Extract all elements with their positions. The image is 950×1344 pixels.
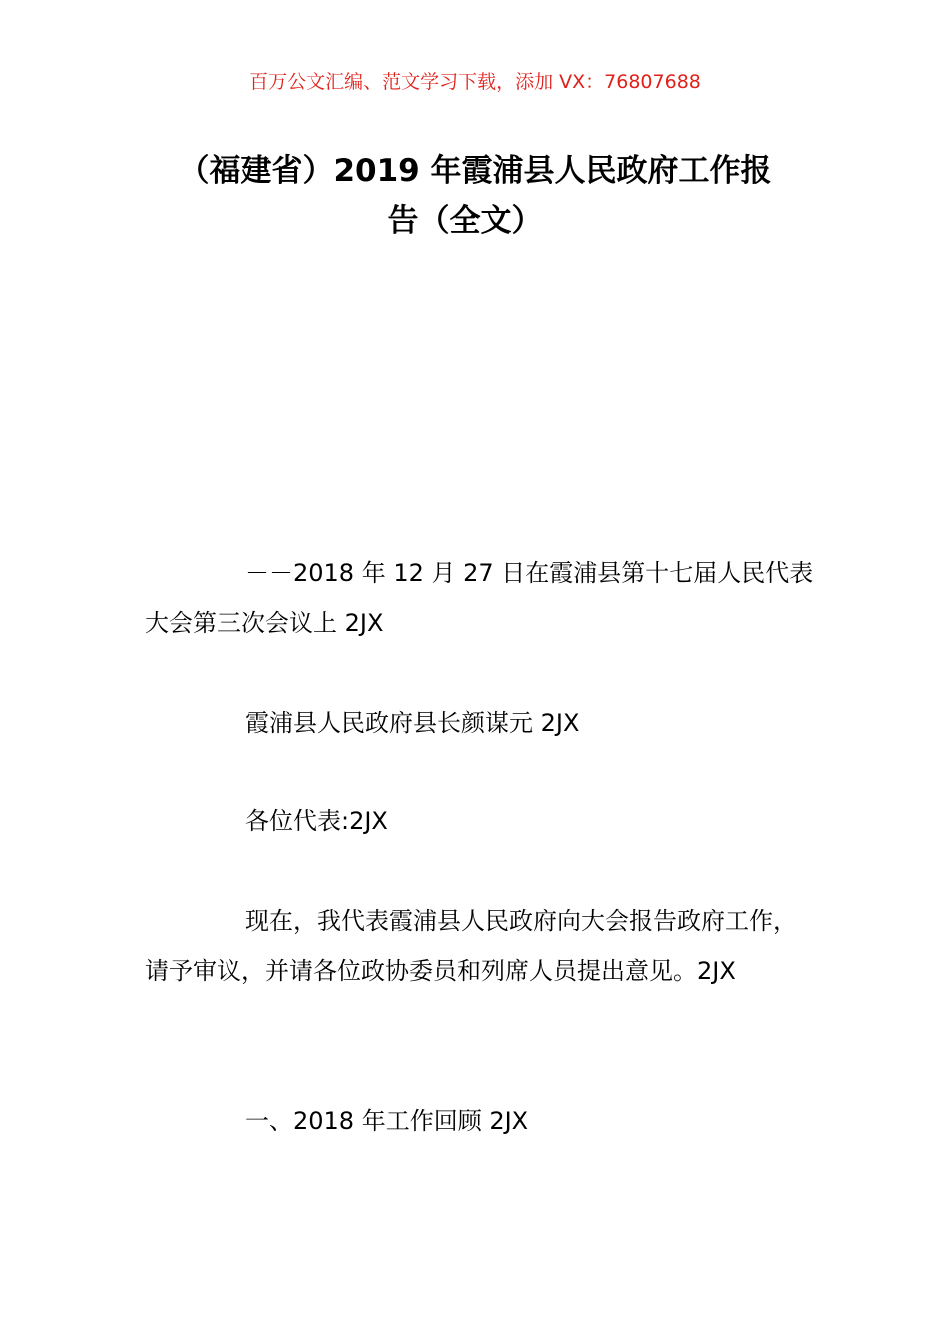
paragraph: 各位代表:2JX: [245, 807, 388, 835]
paragraph: 现在，我代表霞浦县人民政府向大会报告政府工作，请予审议，并请各位政协委员和列席人员提出意见。2JX: [145, 907, 797, 985]
section-heading: 一、2018 年工作回顾 2JX: [245, 1107, 529, 1135]
title-line-2: 告（全文）: [387, 203, 543, 239]
intro-paragraph: [145, 896, 817, 996]
header-watermark-text: 百万公文汇编、范文学习下载，添加 VX：76807688: [249, 71, 701, 93]
title-line-1: （福建省）2019 年霞浦县人民政府工作报: [178, 153, 772, 189]
paragraph: 霞浦县人民政府县长颜谋元 2JX: [245, 709, 580, 737]
subtitle-meeting-paragraph: [145, 548, 817, 648]
document-title: [0, 146, 950, 246]
salutation-paragraph: [145, 796, 817, 846]
speaker-paragraph: [145, 698, 817, 748]
section-heading-paragraph: [145, 1096, 817, 1146]
paragraph: －－2018 年 12 月 27 日在霞浦县第十七届人民代表大会第三次会议上 2JX: [145, 559, 814, 637]
